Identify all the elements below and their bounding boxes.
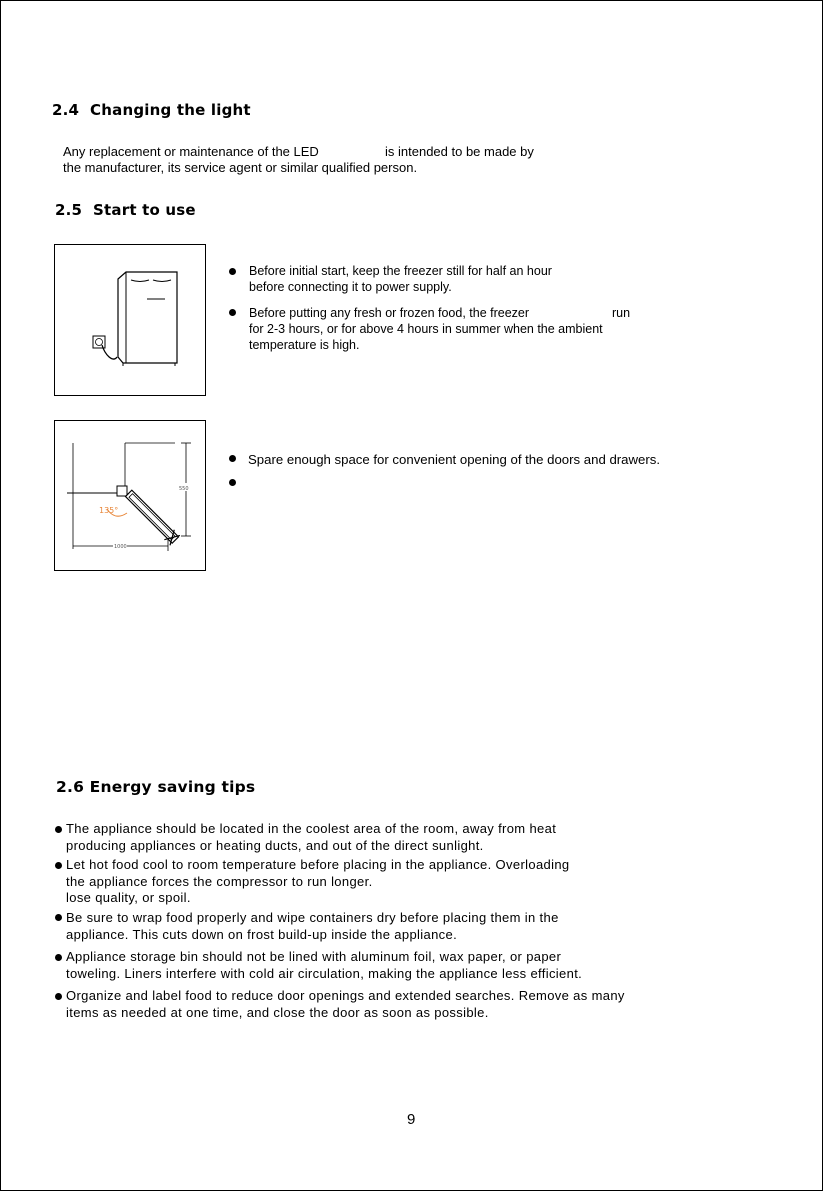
energy-tip-2-line1: Let hot food cool to room temperature before placing in the appliance. Overloading	[66, 857, 570, 872]
energy-tip-4-line2: toweling. Liners interfere with cold air circulation, making the appliance less efficient.	[66, 965, 583, 981]
start-bullet-2-line1a: Before putting any fresh or frozen food, the freezer	[249, 306, 530, 320]
start-bullet-1-line2: before connecting it to power supply.	[249, 280, 452, 294]
energy-tip-3-line1: Be sure to wrap food properly and wipe containers dry before placing them in the	[66, 910, 559, 925]
energy-tip-3-line2: appliance. This cuts down on frost build-up inside the appliance.	[66, 926, 458, 942]
bullet-dot	[229, 455, 236, 462]
bullet-dot	[55, 914, 62, 921]
energy-tip-2-line2: the appliance forces the compressor to run longer.	[66, 873, 373, 889]
bullet-dot	[55, 993, 62, 1000]
door-angle-label: 135°	[99, 506, 119, 515]
section-heading-light: 2.4 Changing the light	[52, 101, 251, 119]
energy-tip-2-line3: lose quality, or spoil.	[66, 890, 191, 905]
start-bullet-2-line1b: run	[612, 306, 631, 320]
bullet-dot-empty	[229, 479, 236, 486]
start-bullet-1	[249, 263, 669, 295]
energy-tip-3	[66, 910, 766, 943]
bullet-dot	[55, 862, 62, 869]
bullet-dot	[229, 309, 236, 316]
energy-tip-2	[66, 857, 766, 907]
start-bullet-2-line2: for 2-3 hours, or for above 4 hours in summer when the ambient	[249, 322, 603, 336]
freezer-plug-illustration	[55, 245, 205, 395]
start-bullet-1-line1: Before initial start, keep the freezer still for half an hour	[249, 264, 552, 278]
section-heading-start: 2.5 Start to use	[55, 201, 196, 219]
energy-tip-5-line1: Organize and label food to reduce door openings and extended searches. Remove as many	[66, 988, 625, 1003]
svg-text:1000: 1000	[114, 544, 127, 550]
energy-tip-4	[66, 949, 766, 982]
light-text-line1: Any replacement or maintenance of the LED	[63, 144, 319, 159]
bullet-dot	[55, 954, 62, 961]
start-bullet-3: Spare enough space for convenient opening of the doors and drawers.	[248, 452, 661, 467]
svg-text:550: 550	[179, 486, 189, 492]
door-clearance-figure	[54, 420, 206, 571]
page-number: 9	[407, 1111, 416, 1128]
bullet-dot	[229, 268, 236, 275]
bullet-dot	[55, 826, 62, 833]
section-heading-energy: 2.6 Energy saving tips	[56, 778, 256, 796]
light-paragraph	[63, 144, 583, 176]
energy-tip-1	[66, 821, 766, 854]
light-text-line2: the manufacturer, its service agent or similar qualified person.	[63, 160, 418, 175]
door-clearance-diagram	[55, 421, 205, 570]
energy-tip-4-line1: Appliance storage bin should not be lined with aluminum foil, wax paper, or paper	[66, 949, 562, 964]
energy-tip-5	[66, 988, 766, 1021]
start-bullet-2-line3: temperature is high.	[249, 338, 360, 352]
light-text-line1b: is intended to be made by	[385, 144, 534, 159]
energy-tip-1-line1: The appliance should be located in the coolest area of the room, away from heat	[66, 821, 557, 836]
energy-tip-1-line2: producing appliances or heating ducts, and out of the direct sunlight.	[66, 837, 484, 853]
energy-tip-5-line2: items as needed at one time, and close the door as soon as possible.	[66, 1004, 489, 1020]
start-bullet-2	[249, 305, 669, 353]
freezer-plug-figure	[54, 244, 206, 396]
